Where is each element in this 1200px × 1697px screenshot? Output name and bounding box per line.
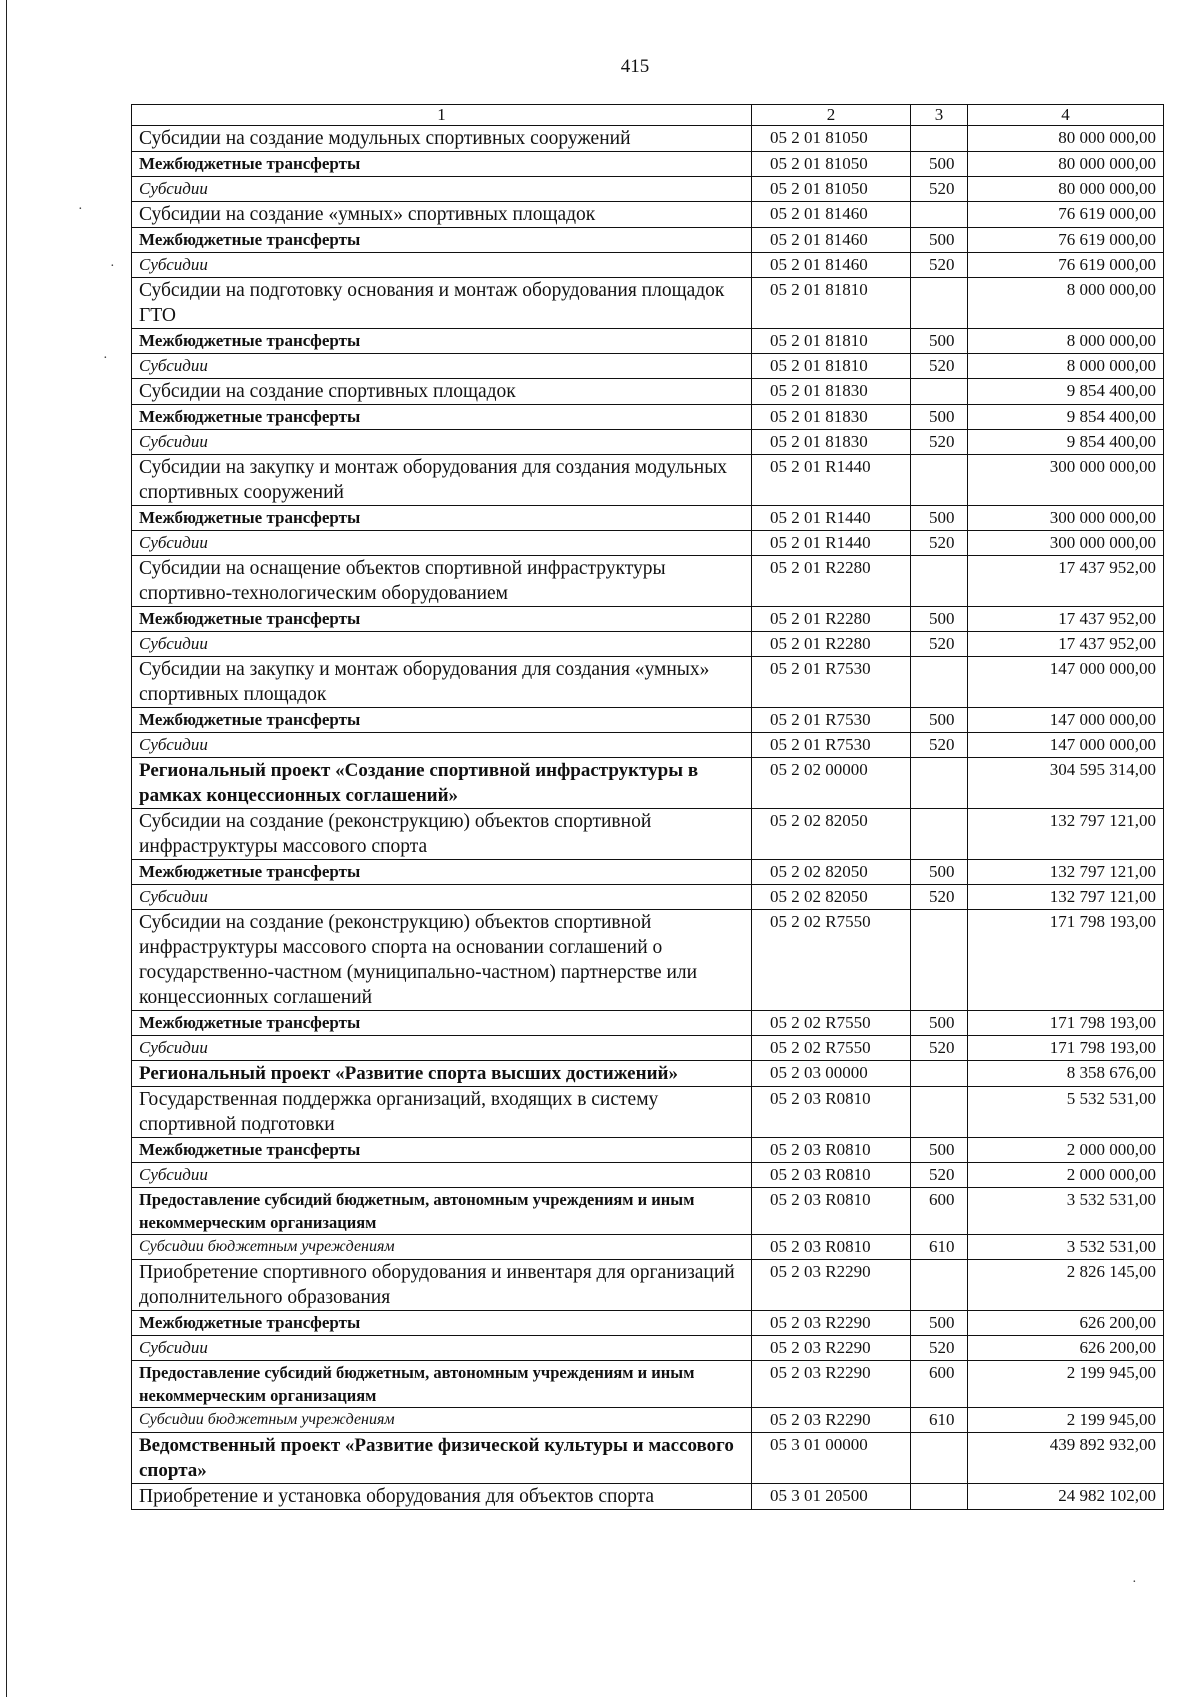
amount: 2 199 945,00 <box>968 1408 1164 1433</box>
expense-type-code: 500 <box>911 506 968 531</box>
project-row <box>132 1061 1164 1087</box>
target-article-code: 05 2 01 81830 <box>752 379 911 405</box>
expense-type-code <box>911 657 968 708</box>
row-name: Межбюджетные трансферты <box>132 708 752 733</box>
subsidies-row <box>132 885 1164 910</box>
project-row <box>132 758 1164 809</box>
transfers-row <box>132 708 1164 733</box>
amount: 9 854 400,00 <box>968 405 1164 430</box>
scan-speck: · <box>78 202 83 217</box>
row-name: Предоставление субсидий бюджетным, автономным учреждениям и иным некоммерческим организациям <box>132 1188 752 1235</box>
expense-item-row <box>132 278 1164 329</box>
expense-type-code <box>911 809 968 860</box>
budget-institution-subsidies-row <box>132 1235 1164 1260</box>
expense-type-code: 520 <box>911 1163 968 1188</box>
expense-type-code <box>911 1260 968 1311</box>
row-name: Субсидии на закупку и монтаж оборудования для создания модульных спортивных сооружений <box>132 455 752 506</box>
expense-type-code: 500 <box>911 1138 968 1163</box>
expense-type-code <box>911 455 968 506</box>
amount: 626 200,00 <box>968 1311 1164 1336</box>
target-article-code: 05 2 03 R0810 <box>752 1138 911 1163</box>
expense-item-row <box>132 809 1164 860</box>
transfers-row <box>132 1311 1164 1336</box>
expense-type-code: 610 <box>911 1235 968 1260</box>
expense-type-code: 500 <box>911 1311 968 1336</box>
target-article-code: 05 2 01 81050 <box>752 177 911 202</box>
row-name: Субсидии <box>132 733 752 758</box>
expense-type-code <box>911 126 968 152</box>
amount: 300 000 000,00 <box>968 506 1164 531</box>
row-name: Межбюджетные трансферты <box>132 1138 752 1163</box>
amount: 132 797 121,00 <box>968 809 1164 860</box>
expense-item-row <box>132 126 1164 152</box>
row-name: Субсидии <box>132 177 752 202</box>
row-name: Субсидии на закупку и монтаж оборудования для создания «умных» спортивных площадок <box>132 657 752 708</box>
target-article-code: 05 2 01 R7530 <box>752 657 911 708</box>
subsidies-row <box>132 1036 1164 1061</box>
amount: 147 000 000,00 <box>968 657 1164 708</box>
subsidies-row <box>132 531 1164 556</box>
transfers-row <box>132 228 1164 253</box>
expense-type-code: 520 <box>911 531 968 556</box>
target-article-code: 05 2 03 R2290 <box>752 1361 911 1408</box>
target-article-code: 05 2 03 R2290 <box>752 1336 911 1361</box>
row-name: Субсидии <box>132 885 752 910</box>
target-article-code: 05 2 03 R2290 <box>752 1260 911 1311</box>
target-article-code: 05 2 01 R2280 <box>752 556 911 607</box>
amount: 80 000 000,00 <box>968 126 1164 152</box>
row-name: Субсидии на создание спортивных площадок <box>132 379 752 405</box>
amount: 2 199 945,00 <box>968 1361 1164 1408</box>
row-name: Субсидии <box>132 531 752 556</box>
expense-type-code <box>911 1484 968 1510</box>
target-article-code: 05 2 01 R2280 <box>752 607 911 632</box>
row-name: Межбюджетные трансферты <box>132 607 752 632</box>
amount: 2 000 000,00 <box>968 1163 1164 1188</box>
expense-type-code: 500 <box>911 405 968 430</box>
row-name: Субсидии <box>132 1336 752 1361</box>
amount: 76 619 000,00 <box>968 228 1164 253</box>
expense-type-code <box>911 758 968 809</box>
row-name: Межбюджетные трансферты <box>132 506 752 531</box>
expense-type-code: 500 <box>911 228 968 253</box>
expense-item-row <box>132 379 1164 405</box>
amount: 300 000 000,00 <box>968 455 1164 506</box>
amount: 8 000 000,00 <box>968 278 1164 329</box>
transfers-row <box>132 607 1164 632</box>
amount: 9 854 400,00 <box>968 379 1164 405</box>
target-article-code: 05 2 01 R1440 <box>752 455 911 506</box>
amount: 3 532 531,00 <box>968 1235 1164 1260</box>
amount: 24 982 102,00 <box>968 1484 1164 1510</box>
amount: 17 437 952,00 <box>968 632 1164 657</box>
amount: 17 437 952,00 <box>968 556 1164 607</box>
transfers-row <box>132 1011 1164 1036</box>
amount: 3 532 531,00 <box>968 1188 1164 1235</box>
expense-item-row <box>132 556 1164 607</box>
row-name: Субсидии на подготовку основания и монтаж оборудования площадок ГТО <box>132 278 752 329</box>
column-number-header: 4 <box>968 105 1164 126</box>
column-number-row <box>132 105 1164 126</box>
row-name: Предоставление субсидий бюджетным, автономным учреждениям и иным некоммерческим организациям <box>132 1361 752 1408</box>
expense-type-code: 500 <box>911 329 968 354</box>
row-name: Субсидии <box>132 253 752 278</box>
target-article-code: 05 2 03 R0810 <box>752 1188 911 1235</box>
row-name: Субсидии бюджетным учреждениям <box>132 1235 752 1260</box>
expense-type-code <box>911 556 968 607</box>
target-article-code: 05 2 02 R7550 <box>752 910 911 1011</box>
expense-type-code: 600 <box>911 1188 968 1235</box>
expense-item-row <box>132 1260 1164 1311</box>
subsidies-row <box>132 1163 1164 1188</box>
target-article-code: 05 2 01 81830 <box>752 430 911 455</box>
target-article-code: 05 2 03 R2290 <box>752 1408 911 1433</box>
row-name: Приобретение и установка оборудования для объектов спорта <box>132 1484 752 1510</box>
target-article-code: 05 2 03 R2290 <box>752 1311 911 1336</box>
target-article-code: 05 3 01 20500 <box>752 1484 911 1510</box>
expense-type-code: 520 <box>911 177 968 202</box>
row-name: Субсидии <box>132 1163 752 1188</box>
amount: 8 000 000,00 <box>968 329 1164 354</box>
subsidies-row <box>132 1336 1164 1361</box>
target-article-code: 05 2 02 00000 <box>752 758 911 809</box>
expense-item-row <box>132 1484 1164 1510</box>
column-number-header: 3 <box>911 105 968 126</box>
amount: 171 798 193,00 <box>968 1036 1164 1061</box>
expense-type-code: 520 <box>911 253 968 278</box>
budget-institution-subsidies-row <box>132 1408 1164 1433</box>
row-name: Межбюджетные трансферты <box>132 329 752 354</box>
target-article-code: 05 2 02 82050 <box>752 860 911 885</box>
expense-type-code: 520 <box>911 1336 968 1361</box>
target-article-code: 05 2 03 R0810 <box>752 1087 911 1138</box>
target-article-code: 05 2 01 81460 <box>752 253 911 278</box>
expense-type-code: 500 <box>911 860 968 885</box>
target-article-code: 05 2 03 00000 <box>752 1061 911 1087</box>
target-article-code: 05 2 01 81830 <box>752 405 911 430</box>
scan-speck: · <box>110 259 115 274</box>
amount: 8 000 000,00 <box>968 354 1164 379</box>
expense-type-code <box>911 910 968 1011</box>
expense-type-code <box>911 1087 968 1138</box>
expense-type-code <box>911 202 968 228</box>
expense-type-code: 520 <box>911 1036 968 1061</box>
row-name: Межбюджетные трансферты <box>132 228 752 253</box>
expense-type-code: 520 <box>911 632 968 657</box>
expense-type-code: 520 <box>911 430 968 455</box>
subsidies-row <box>132 354 1164 379</box>
column-number-header: 2 <box>752 105 911 126</box>
expense-type-code: 610 <box>911 1408 968 1433</box>
expense-item-row <box>132 657 1164 708</box>
row-name: Субсидии <box>132 430 752 455</box>
amount: 2 826 145,00 <box>968 1260 1164 1311</box>
transfers-row <box>132 152 1164 177</box>
expense-type-code: 500 <box>911 708 968 733</box>
row-name: Субсидии бюджетным учреждениям <box>132 1408 752 1433</box>
expense-item-row <box>132 202 1164 228</box>
target-article-code: 05 2 02 82050 <box>752 809 911 860</box>
target-article-code: 05 2 03 R0810 <box>752 1163 911 1188</box>
target-article-code: 05 2 01 81050 <box>752 152 911 177</box>
target-article-code: 05 2 02 82050 <box>752 885 911 910</box>
amount: 5 532 531,00 <box>968 1087 1164 1138</box>
expense-type-code: 500 <box>911 607 968 632</box>
amount: 171 798 193,00 <box>968 910 1164 1011</box>
amount: 626 200,00 <box>968 1336 1164 1361</box>
row-name: Субсидии на оснащение объектов спортивной инфраструктуры спортивно-технологическим оборудованием <box>132 556 752 607</box>
expense-type-code: 500 <box>911 1011 968 1036</box>
transfers-row <box>132 329 1164 354</box>
row-name: Субсидии на создание модульных спортивных сооружений <box>132 126 752 152</box>
grants-row <box>132 1361 1164 1408</box>
row-name: Субсидии на создание (реконструкцию) объектов спортивной инфраструктуры массового спорта <box>132 809 752 860</box>
page-number: 415 <box>620 56 650 77</box>
row-name: Межбюджетные трансферты <box>132 1011 752 1036</box>
amount: 147 000 000,00 <box>968 708 1164 733</box>
row-name: Ведомственный проект «Развитие физической культуры и массового спорта» <box>132 1433 752 1484</box>
transfers-row <box>132 405 1164 430</box>
target-article-code: 05 2 01 81810 <box>752 329 911 354</box>
transfers-row <box>132 860 1164 885</box>
expense-item-row <box>132 1087 1164 1138</box>
expense-type-code: 520 <box>911 354 968 379</box>
subsidies-row <box>132 733 1164 758</box>
target-article-code: 05 3 01 00000 <box>752 1433 911 1484</box>
amount: 300 000 000,00 <box>968 531 1164 556</box>
scan-speck: · <box>103 351 108 366</box>
expense-type-code <box>911 1061 968 1087</box>
subsidies-row <box>132 253 1164 278</box>
row-name: Приобретение спортивного оборудования и инвентаря для организаций дополнительного образования <box>132 1260 752 1311</box>
subsidies-row <box>132 177 1164 202</box>
subsidies-row <box>132 632 1164 657</box>
amount: 132 797 121,00 <box>968 860 1164 885</box>
target-article-code: 05 2 01 81460 <box>752 202 911 228</box>
expense-item-row <box>132 455 1164 506</box>
transfers-row <box>132 1138 1164 1163</box>
expense-item-row <box>132 910 1164 1011</box>
row-name: Межбюджетные трансферты <box>132 860 752 885</box>
expense-type-code: 520 <box>911 733 968 758</box>
row-name: Субсидии <box>132 1036 752 1061</box>
amount: 76 619 000,00 <box>968 253 1164 278</box>
target-article-code: 05 2 01 81460 <box>752 228 911 253</box>
transfers-row <box>132 506 1164 531</box>
target-article-code: 05 2 01 R7530 <box>752 733 911 758</box>
target-article-code: 05 2 01 R1440 <box>752 531 911 556</box>
expense-type-code: 600 <box>911 1361 968 1408</box>
target-article-code: 05 2 01 81810 <box>752 278 911 329</box>
row-name: Субсидии <box>132 354 752 379</box>
target-article-code: 05 2 01 81810 <box>752 354 911 379</box>
budget-table <box>131 104 1164 1510</box>
amount: 17 437 952,00 <box>968 607 1164 632</box>
amount: 76 619 000,00 <box>968 202 1164 228</box>
target-article-code: 05 2 03 R0810 <box>752 1235 911 1260</box>
row-name: Региональный проект «Развитие спорта высших достижений» <box>132 1061 752 1087</box>
expense-type-code: 520 <box>911 885 968 910</box>
row-name: Межбюджетные трансферты <box>132 405 752 430</box>
target-article-code: 05 2 02 R7550 <box>752 1036 911 1061</box>
target-article-code: 05 2 01 R2280 <box>752 632 911 657</box>
target-article-code: 05 2 01 R1440 <box>752 506 911 531</box>
amount: 439 892 932,00 <box>968 1433 1164 1484</box>
amount: 80 000 000,00 <box>968 177 1164 202</box>
expense-type-code <box>911 1433 968 1484</box>
row-name: Субсидии <box>132 632 752 657</box>
column-number-header: 1 <box>132 105 752 126</box>
amount: 80 000 000,00 <box>968 152 1164 177</box>
row-name: Субсидии на создание «умных» спортивных площадок <box>132 202 752 228</box>
amount: 9 854 400,00 <box>968 430 1164 455</box>
row-name: Межбюджетные трансферты <box>132 152 752 177</box>
target-article-code: 05 2 01 81050 <box>752 126 911 152</box>
amount: 132 797 121,00 <box>968 885 1164 910</box>
row-name: Субсидии на создание (реконструкцию) объектов спортивной инфраструктуры массового спорта на основании соглашений о государственно-частном (муниципально-частном) партнерстве или концессионных соглашений <box>132 910 752 1011</box>
subsidies-row <box>132 430 1164 455</box>
scan-margin-line <box>6 0 7 1697</box>
amount: 147 000 000,00 <box>968 733 1164 758</box>
grants-row <box>132 1188 1164 1235</box>
row-name: Региональный проект «Создание спортивной инфраструктуры в рамках концессионных соглашений» <box>132 758 752 809</box>
amount: 2 000 000,00 <box>968 1138 1164 1163</box>
target-article-code: 05 2 02 R7550 <box>752 1011 911 1036</box>
row-name: Межбюджетные трансферты <box>132 1311 752 1336</box>
amount: 171 798 193,00 <box>968 1011 1164 1036</box>
expense-type-code: 500 <box>911 152 968 177</box>
expense-type-code <box>911 379 968 405</box>
target-article-code: 05 2 01 R7530 <box>752 708 911 733</box>
expense-type-code <box>911 278 968 329</box>
scan-speck: · <box>1132 1575 1137 1590</box>
project-row <box>132 1433 1164 1484</box>
amount: 304 595 314,00 <box>968 758 1164 809</box>
amount: 8 358 676,00 <box>968 1061 1164 1087</box>
row-name: Государственная поддержка организаций, входящих в систему спортивной подготовки <box>132 1087 752 1138</box>
